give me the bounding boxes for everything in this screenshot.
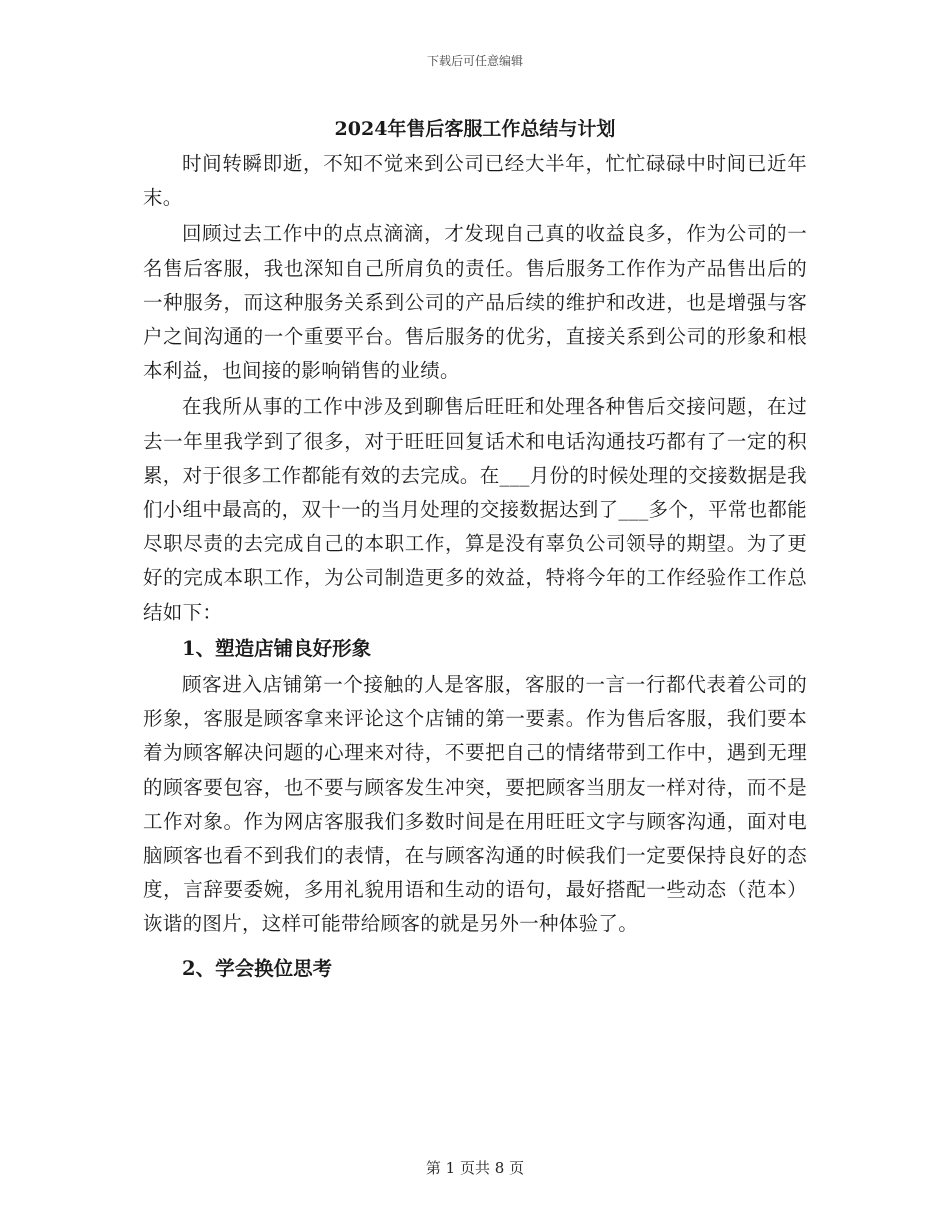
paragraph-work-summary: 在我所从事的工作中涉及到聊售后旺旺和处理各种售后交接问题，在过去一年里我学到了很多，对于旺旺回复话术和电话沟通技巧都有了一定的积累，对于很多工作都能有效的去完成。在___月份的时候处理的交接数据是我们小组中最高的，双十一的当月处理的交接数据达到了___多个，平常也都能尽职尽责的去完成自己的本职工作，算是没有辜负公司领导的期望。为了更好的完成本职工作，为公司制造更多的效益，特将今年的工作经验作工作总结如下： [143, 395, 807, 624]
section-1-paragraph: 顾客进入店铺第一个接触的人是客服，客服的一言一行都代表着公司的形象，客服是顾客拿来评论这个店铺的第一要素。作为售后客服，我们要本着为顾客解决问题的心理来对待，不要把自己的情绪带到工作中，遇到无理的顾客要包容，也不要与顾客发生冲突，要把顾客当朋友一样对待，而不是工作对象。作为网店客服我们多数时间是在用旺旺文字与顾客沟通，面对电脑顾客也看不到我们的表情，在与顾客沟通的时候我们一定要保持良好的态度，言辞要委婉，多用礼貌用语和生动的语句，最好搭配一些动态（范本）诙谐的图片，这样可能带给顾客的就是另外一种体验了。 [143, 673, 807, 936]
document-title: 2024年售后客服工作总结与计划 [334, 118, 616, 140]
paragraph-intro: 时间转瞬即逝，不知不觉来到公司已经大半年，忙忙碌碌中时间已近年末。 [143, 152, 807, 210]
document-body [143, 113, 807, 988]
section-heading-1: 1、塑造店铺良好形象 [182, 636, 372, 660]
paragraph-review: 回顾过去工作中的点点滴滴，才发现自己真的收益良多，作为公司的一名售后客服，我也深知自己所肩负的责任。售后服务工作作为产品售出后的一种服务，而这种服务关系到公司的产品后续的维护和改进，也是增强与客户之间沟通的一个重要平台。售后服务的优劣，直接关系到公司的形象和根本利益，也间接的影响销售的业绩。 [143, 222, 807, 383]
page-number: 第 1 页共 8 页 [425, 1159, 525, 1177]
page-header-note: 下载后可任意编辑 [426, 54, 523, 68]
section-heading-2: 2、学会换位思考 [182, 956, 333, 980]
